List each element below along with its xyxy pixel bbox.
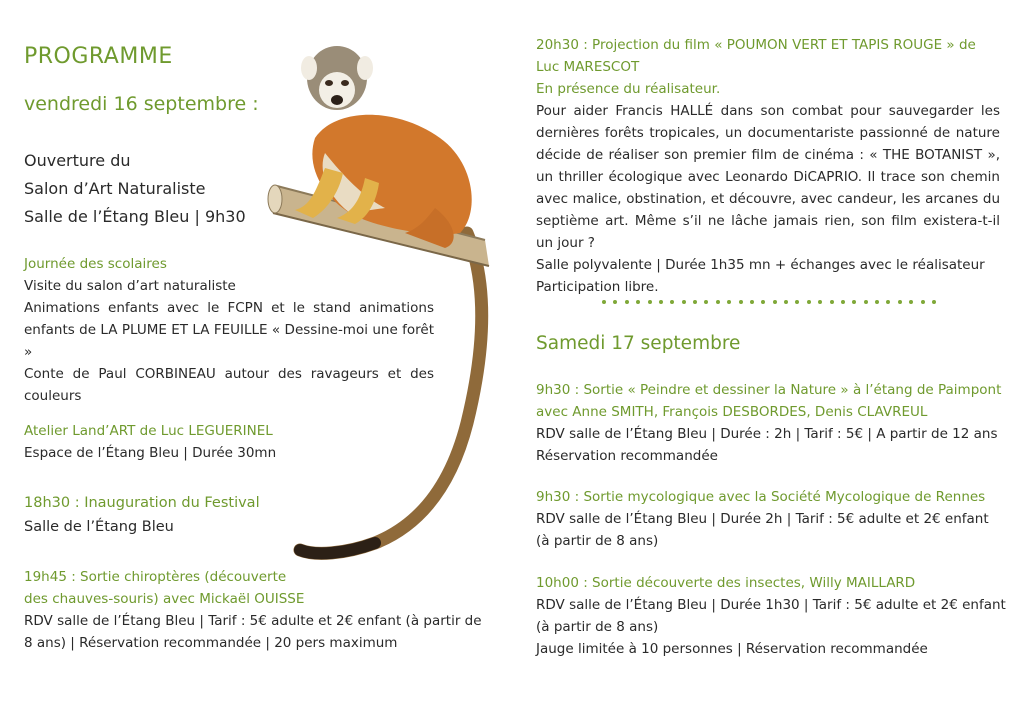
divider-dot [852,300,856,304]
divider-dot [750,300,754,304]
film-detail: Salle polyvalente | Durée 1h35 mn + échanges avec le réalisateur Participation libre. [536,257,985,295]
insects-outing-heading: 10h00 : Sortie découverte des insectes, Willy MAILLARD [536,575,916,591]
opening-line: Salle de l’Étang Bleu | 9h30 [24,207,246,226]
divider-dot [807,300,811,304]
inauguration-place: Salle de l’Étang Bleu [24,519,174,535]
painting-outing-note: Réservation recommandée [536,448,718,464]
divider-dot [841,300,845,304]
opening-section [24,147,246,231]
inauguration-section [24,491,260,539]
divider-dot [795,300,799,304]
divider-dot [773,300,777,304]
schools-line: Visite du salon d’art naturaliste [24,278,236,294]
film-section [536,34,1000,298]
saturday-heading: Samedi 17 septembre [536,333,741,354]
divider-dot [727,300,731,304]
divider-dot [932,300,936,304]
divider-dot [613,300,617,304]
divider-dot [659,300,663,304]
insects-outing-note: Jauge limitée à 10 personnes | Réservation recommandée [536,641,928,657]
divider-dot [875,300,879,304]
insects-outing-detail: RDV salle de l’Étang Bleu | Durée 1h30 | Tarif : 5€ adulte et 2€ enfant (à partir de 8 ans) [536,597,1006,635]
divider-dot [830,300,834,304]
painting-outing-heading: 9h30 : Sortie « Peindre et dessiner la Nature » à l’étang de Paimpont avec Anne SMITH, François DESBORDES, Denis CLAVREUL [536,382,1002,420]
landart-heading: Atelier Land’ART de Luc LEGUERINEL [24,423,273,439]
painting-outing-detail: RDV salle de l’Étang Bleu | Durée : 2h | Tarif : 5€ | A partir de 12 ans [536,426,998,442]
divider-dot [625,300,629,304]
opening-line: Salon d’Art Naturaliste [24,179,206,198]
landart-detail: Espace de l’Étang Bleu | Durée 30mn [24,445,277,461]
mycology-outing-heading: 9h30 : Sortie mycologique avec la Société Mycologique de Rennes [536,489,986,505]
landart-section [24,420,276,464]
insects-outing-section [536,572,1006,660]
divider-dot [670,300,674,304]
divider-dot [636,300,640,304]
divider-dot [648,300,652,304]
programme-title: PROGRAMME [24,44,173,69]
divider-dot [886,300,890,304]
bats-heading-line: des chauves-souris) avec Mickaël OUISSE [24,591,305,607]
divider-dot [682,300,686,304]
friday-heading: vendredi 16 septembre : [24,93,259,115]
film-presence: En présence du réalisateur. [536,81,721,97]
dotted-divider [602,300,936,308]
schools-heading: Journée des scolaires [24,256,167,272]
schools-line: Conte de Paul CORBINEAU autour des ravageurs et des couleurs [24,366,434,404]
divider-dot [921,300,925,304]
bats-heading-line: 19h45 : Sortie chiroptères (découverte [24,569,287,585]
divider-dot [784,300,788,304]
mycology-outing-section [536,486,1006,552]
divider-dot [898,300,902,304]
divider-dot [716,300,720,304]
divider-dot [739,300,743,304]
divider-dot [704,300,708,304]
film-description: Pour aider Francis HALLÉ dans son combat pour sauvegarder les dernières forêts tropicales, un documentariste passionné de nature décide de réaliser son premier film de cinéma : « THE BOTANIST », un thriller écologique avec Leonardo DiCAPRIO. Il trace son chemin avec malice, obstination, et découvre, avec candeur, les arcanes du septième art. Même s’il ne lâche jamais rien, son film existera-t-il un jour ? [536,103,1000,251]
schools-section [24,253,434,407]
divider-dot [818,300,822,304]
divider-dot [602,300,606,304]
opening-line: Ouverture du [24,151,131,170]
bats-detail: RDV salle de l’Étang Bleu | Tarif : 5€ adulte et 2€ enfant (à partir de 8 ans) | Réservation recommandée | 20 pers maximum [24,613,482,651]
film-heading: 20h30 : Projection du film « POUMON VERT ET TAPIS ROUGE » de Luc MARESCOT [536,37,976,75]
divider-dot [909,300,913,304]
painting-outing-section [536,379,1006,467]
mycology-outing-detail: RDV salle de l’Étang Bleu | Durée 2h | Tarif : 5€ adulte et 2€ enfant (à partir de 8 ans) [536,511,989,549]
inauguration-heading: 18h30 : Inauguration du Festival [24,495,260,511]
bats-section [24,566,490,654]
divider-dot [761,300,765,304]
divider-dot [693,300,697,304]
divider-dot [864,300,868,304]
schools-line: Animations enfants avec le FCPN et le stand animations enfants de LA PLUME ET LA FEUILLE « Dessine-moi une forêt » [24,300,434,360]
